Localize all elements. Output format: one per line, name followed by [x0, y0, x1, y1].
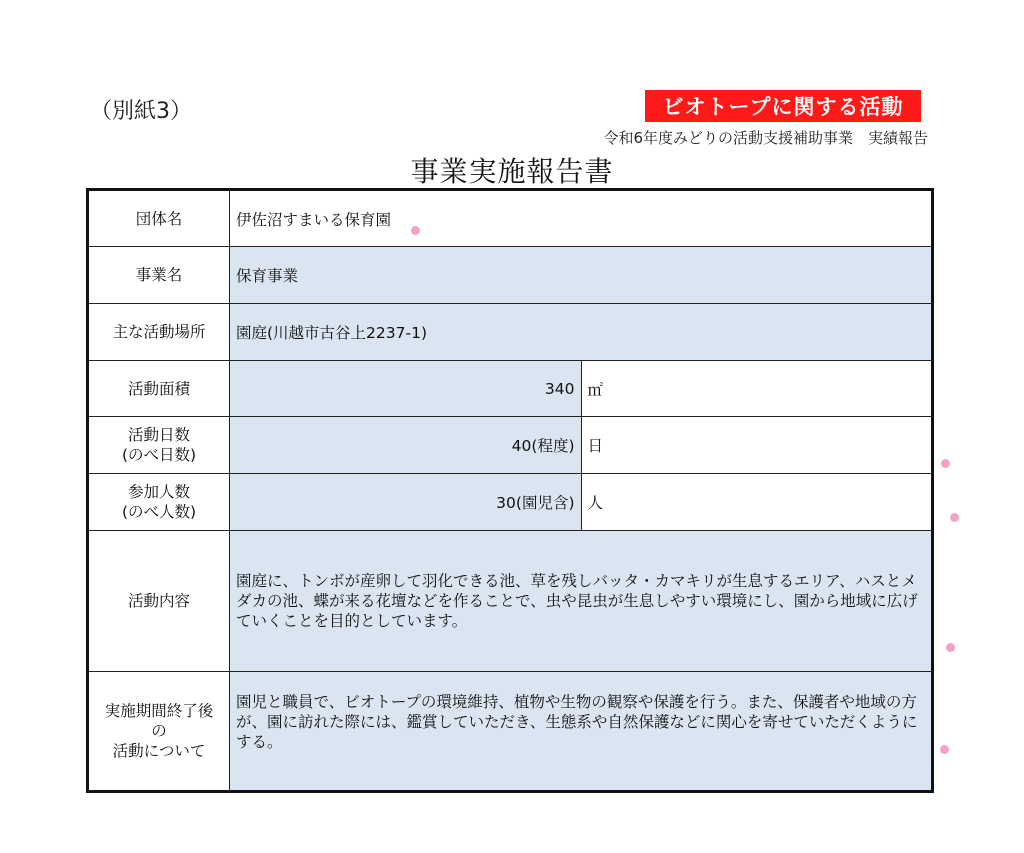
- participants-label: [88, 474, 230, 531]
- appendix-label: （別紙3）: [90, 99, 192, 124]
- content-label: 活動内容: [88, 531, 230, 672]
- table-row-area: [88, 361, 933, 417]
- table-row-after-period: [88, 672, 933, 792]
- document-title: 事業実施報告書: [410, 155, 614, 188]
- table-row-participants: [88, 474, 933, 531]
- location-value: 園庭(川越市古谷上2237-1): [230, 304, 933, 361]
- after-period-label-line3: 活動について: [112, 742, 206, 760]
- after-period-label-line2: の: [151, 722, 167, 740]
- org-name-value: 伊佐沼すまいる保育園: [230, 190, 933, 247]
- decorative-dot: [946, 643, 955, 652]
- table-row-project-name: [88, 247, 933, 304]
- decorative-dot: [940, 745, 949, 754]
- decorative-dot: [411, 226, 420, 235]
- days-label: [88, 417, 230, 474]
- table-row-content: [88, 531, 933, 672]
- project-name-label: 事業名: [88, 247, 230, 304]
- days-unit: 日: [581, 417, 933, 474]
- participants-label-line2: (のべ人数): [121, 503, 197, 521]
- content-value: 園庭に、トンボが産卵して羽化できる池、草を残しバッタ・カマキリが生息するエリア、ハスとメダカの池、蝶が来る花壇などを作ることで、虫や昆虫が生息しやすい環境にし、園から地域に広げていくことを目的としています。: [230, 531, 933, 672]
- location-label: 主な活動場所: [88, 304, 230, 361]
- area-value: 340: [230, 361, 582, 417]
- table-row-days: [88, 417, 933, 474]
- decorative-dot: [950, 513, 959, 522]
- days-value: 40(程度): [230, 417, 582, 474]
- org-name-label: 団体名: [88, 190, 230, 247]
- participants-unit: 人: [581, 474, 933, 531]
- participants-value: 30(園児含): [230, 474, 582, 531]
- table-row-org-name: [88, 190, 933, 247]
- category-label: ビオトープに関する活動: [645, 90, 921, 122]
- days-label-line2: (のべ日数): [121, 446, 197, 464]
- days-label-line1: 活動日数: [127, 426, 190, 444]
- decorative-dot: [941, 459, 950, 468]
- subtitle: 令和6年度みどりの活動支援補助事業 実績報告: [603, 129, 928, 147]
- participants-label-line1: 参加人数: [127, 483, 190, 501]
- after-period-value: 園児と職員で、ビオトープの環境維持、植物や生物の観察や保護を行う。また、保護者や地域の方が、園に訪れた際には、鑑賞していただき、生態系や自然保護などに関心を寄せていただくようにする。: [230, 672, 933, 792]
- after-period-label: [88, 672, 230, 792]
- report-table: [86, 188, 934, 793]
- area-label: 活動面積: [88, 361, 230, 417]
- project-name-value: 保育事業: [230, 247, 933, 304]
- area-unit: ㎡: [581, 361, 933, 417]
- after-period-label-line1: 実施期間終了後: [104, 702, 214, 720]
- table-row-location: [88, 304, 933, 361]
